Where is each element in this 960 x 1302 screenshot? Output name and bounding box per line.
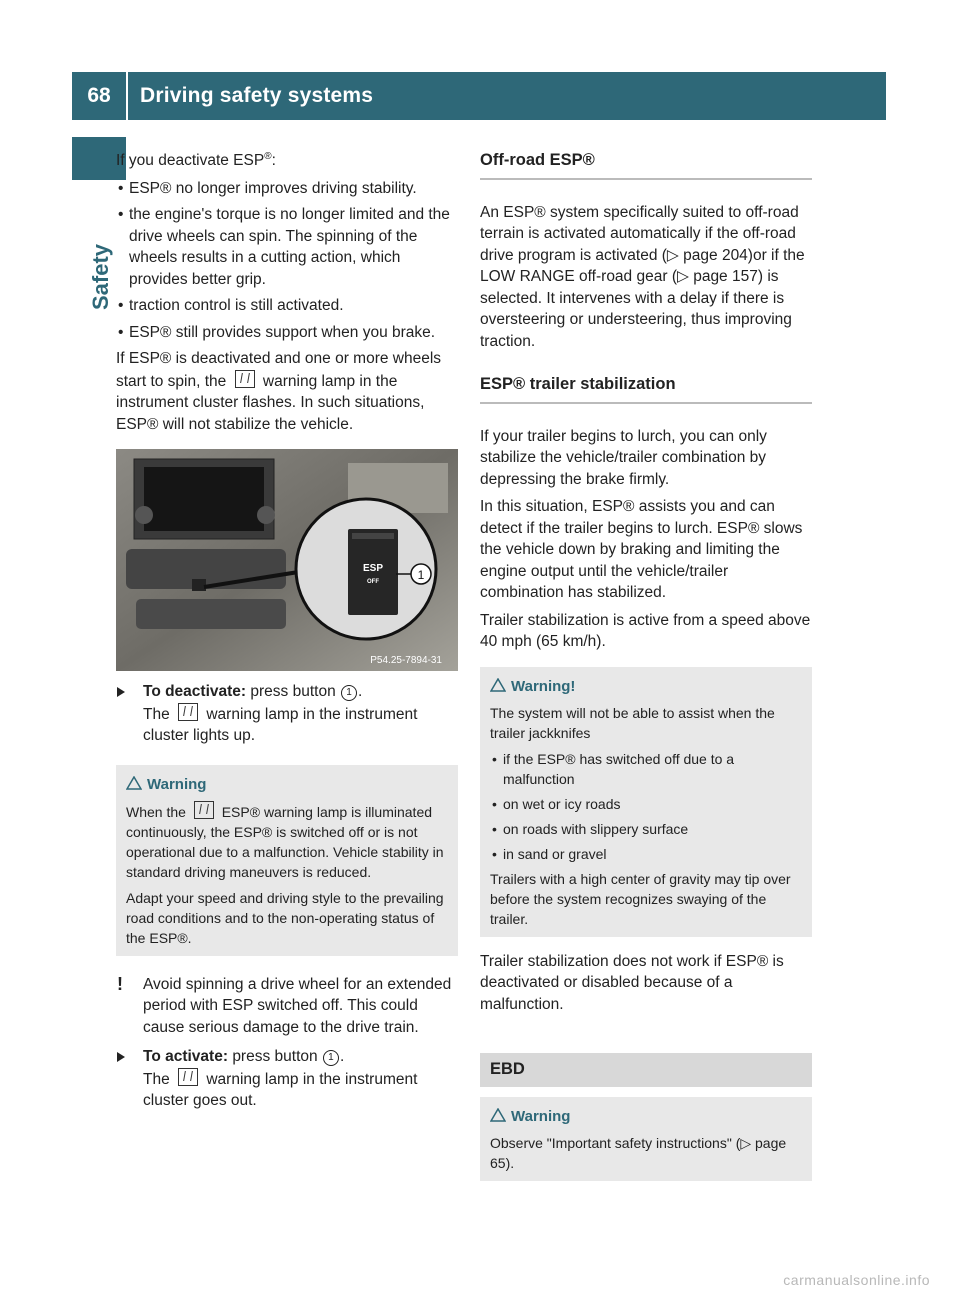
callout-1-icon: 1 [341, 685, 357, 701]
warning-triangle-icon [490, 1108, 506, 1122]
callout-number: 1 [417, 568, 425, 582]
section-label: Safety [88, 243, 113, 310]
esp-badge-sublabel: OFF [367, 579, 379, 585]
paragraph: In this situation, ESP® assists you and can detect if the trailer begins to lurch. ESP® slows the vehicle down by braking and limiting the engine output until the vehicle/trailer combination has stabilized. [480, 498, 803, 601]
right-column [480, 150, 812, 1181]
warning-triangle-icon [126, 776, 142, 790]
exclamation-icon: ! [117, 973, 123, 994]
chapter-title: Driving safety systems [140, 84, 374, 107]
warning-text: The system will not be able to assist when the trailer jackknifes [490, 704, 775, 741]
warning-box [480, 1097, 812, 1181]
warning-text: Adapt your speed and driving style to the prevailing road conditions and to the non-operating status of the ESP®. [126, 889, 444, 946]
list-item: • ESP® no longer improves driving stability. [116, 178, 458, 200]
dashboard-photo [116, 449, 458, 671]
dashboard-illustration [116, 449, 458, 671]
intro-text: If you deactivate ESP®: [116, 150, 276, 169]
list-item: • in sand or gravel [490, 844, 802, 864]
warning-title: Warning [490, 1107, 802, 1127]
list-item: • if the ESP® has switched off due to a malfunction [490, 749, 802, 789]
watermark: carmanualsonline.info [783, 1272, 930, 1288]
figure-code: P54.25-7894-31 [370, 655, 442, 666]
warning-title: Warning [126, 775, 448, 795]
list-item: • traction control is still activated. [116, 295, 458, 317]
warning-text: Observe "Important safety instructions" (▷ page 65). [490, 1134, 787, 1171]
warning-text: Trailers with a high center of gravity may tip over before the system recognizes swaying of the trailer. [490, 870, 791, 927]
instruction-step: To activate: press button 1 . The warning lamp in the instrument cluster goes out. [116, 1046, 458, 1112]
paragraph: If your trailer begins to lurch, you can only stabilize the vehicle/trailer combination by depressing the brake firmly. [480, 427, 767, 488]
esp-warning-lamp-icon [178, 1068, 198, 1086]
warning-title: Warning! [490, 677, 802, 697]
list-item: • on roads with slippery surface [490, 819, 802, 839]
left-column [116, 150, 458, 1118]
instruction-step: To deactivate: press button 1 . The warning lamp in the instrument cluster lights up. [116, 681, 458, 747]
warning-text: When the ESP® warning lamp is illuminated continuously, the ESP® is switched off or is not operational due to a malfunction. Vehicle stability in standard driving maneuvers is reduced. [126, 801, 448, 882]
list-item: • ESP® still provides support when you brake. [116, 322, 458, 344]
paragraph: An ESP® system specifically suited to off-road terrain is activated automatically if the off-road drive program is activated (▷ page 204)or if the LOW RANGE off-road gear (▷ page 157) is selected. It intervenes with a delay if there is oversteering or understeering, thus improving traction. [480, 203, 805, 350]
section-heading-bar: EBD [480, 1053, 812, 1087]
paragraph: Trailer stabilization does not work if ESP® is deactivated or disabled because of a malfunction. [480, 952, 784, 1013]
notice: ! Avoid spinning a drive wheel for an extended period with ESP switched off. This could cause serious damage to the drive train. [117, 973, 452, 1036]
page-header [72, 72, 886, 120]
list-item: • on wet or icy roads [490, 794, 802, 814]
warning-triangle-icon [490, 678, 506, 692]
paragraph: Trailer stabilization is active from a speed above 40 mph (65 km/h). [480, 611, 811, 650]
esp-warning-lamp-icon [235, 370, 255, 388]
esp-badge-label: ESP [362, 563, 384, 574]
page-number: 68 [72, 72, 128, 120]
paragraph: If ESP® is deactivated and one or more wheels start to spin, the warning lamp in the instrument cluster flashes. In such situations, ESP® will not stabilize the vehicle. [116, 350, 442, 433]
section-heading: Off-road ESP® [480, 150, 812, 180]
esp-warning-lamp-icon [194, 801, 214, 819]
list-item: • the engine's torque is no longer limited and the drive wheels can spin. The spinning of the wheels results in a cutting action, which provides better grip. [116, 204, 458, 290]
section-heading: ESP® trailer stabilization [480, 374, 812, 404]
callout-1-icon: 1 [323, 1050, 339, 1066]
warning-box [480, 667, 812, 937]
esp-warning-lamp-icon [178, 703, 198, 721]
warning-box [116, 765, 458, 956]
